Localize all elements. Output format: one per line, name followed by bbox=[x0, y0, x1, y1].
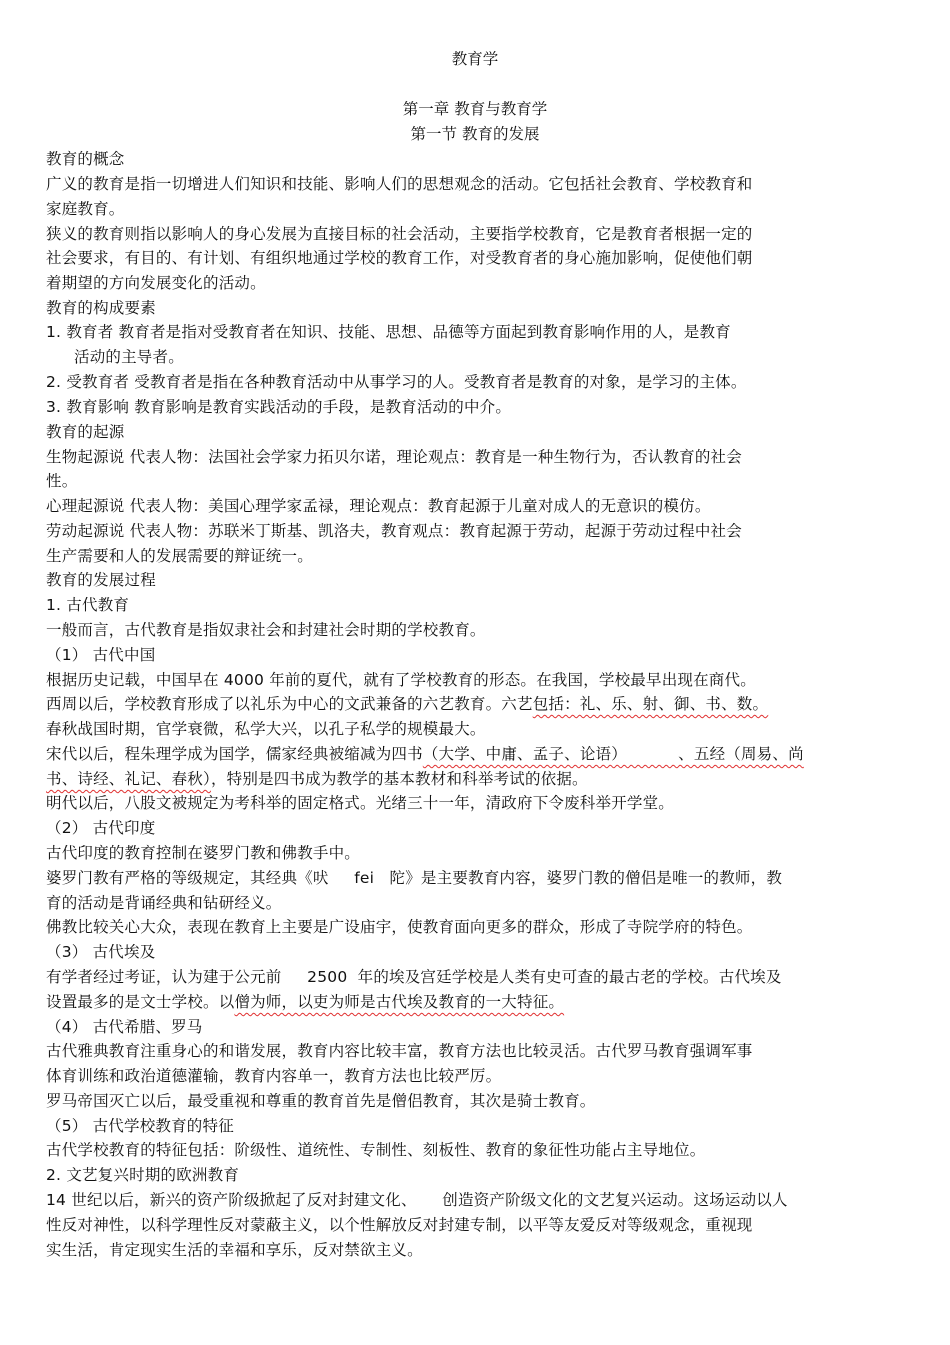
paragraph-line: 婆罗门教有严格的等级规定，其经典《吠 fei 陀》是主要教育内容，婆罗门教的僧侣是唯一的教师，教 bbox=[46, 869, 783, 887]
document-title: 教育学 bbox=[451, 50, 499, 68]
paragraph-line bbox=[46, 992, 564, 1012]
paragraph-line: 社会要求，有目的、有计划、有组织地通过学校的教育工作，对受教育者的身心施加影响，促使他们朝 bbox=[46, 249, 753, 267]
paragraph-line: 根据历史记载，中国早在 4000 年前的夏代，就有了学校教育的形态。在我国，学校最早出现在商代。 bbox=[46, 671, 756, 689]
text-segment: 西周以后，学校教育形成了以礼乐为中心的文武兼备的六艺教育。六艺 bbox=[46, 695, 533, 713]
paragraph-line: 古代学校教育的特征包括：阶级性、道统性、专制性、刻板性、教育的象征性功能占主导地位。 bbox=[46, 1141, 706, 1159]
text-segment: ，特别是四书成为教学的基本教材和科举考试的依据。 bbox=[210, 770, 588, 788]
text-segment: 设置最多的是文士学校。以 bbox=[46, 993, 235, 1011]
underlined-text: 僧为师，以吏为师是古代埃及教育的一大特征。 bbox=[234, 993, 565, 1011]
text-segment: 宋代以后，程朱理学成为国学，儒家经典被缩减为四书 bbox=[46, 745, 423, 763]
paragraph-line bbox=[46, 769, 588, 789]
chapter-heading: 第一章 教育与教育学 bbox=[402, 100, 548, 118]
list-item: 3. 教育影响 教育影响是教育实践活动的手段，是教育活动的中介。 bbox=[46, 398, 512, 416]
subheading-ancient: 1. 古代教育 bbox=[46, 596, 130, 614]
paragraph-line: 体育训练和政治道德灌输，教育内容单一，教育方法也比较严厉。 bbox=[46, 1067, 502, 1085]
paragraph-line: 性。 bbox=[46, 472, 78, 490]
subheading-china: （1） 古代中国 bbox=[46, 646, 156, 664]
heading-elements: 教育的构成要素 bbox=[46, 299, 156, 317]
underlined-text: 书、诗经、礼记、春秋） bbox=[46, 770, 211, 788]
subheading-greece-rome: （4） 古代希腊、罗马 bbox=[46, 1018, 203, 1036]
section-heading: 第一节 教育的发展 bbox=[410, 125, 540, 143]
paragraph-line: 狭义的教育则指以影响人的身心发展为直接目标的社会活动，主要指学校教育，它是教育者根据一定的 bbox=[46, 225, 753, 243]
paragraph-line: 性反对神性，以科学理性反对蒙蔽主义，以个性解放反对封建专制，以平等友爱反对等级观念，重视现 bbox=[46, 1216, 753, 1234]
heading-concept: 教育的概念 bbox=[46, 150, 125, 168]
list-item-continuation: 活动的主导者。 bbox=[74, 348, 184, 366]
paragraph-line: 心理起源说 代表人物：美国心理学家孟禄，理论观点：教育起源于儿童对成人的无意识的模仿。 bbox=[46, 497, 711, 515]
paragraph-line: 生物起源说 代表人物：法国社会学家力拓贝尔诺，理论观点：教育是一种生物行为，否认教育的社会 bbox=[46, 448, 742, 466]
paragraph-line: 劳动起源说 代表人物：苏联米丁斯基、凯洛夫，教育观点：教育起源于劳动，起源于劳动过程中社会 bbox=[46, 522, 742, 540]
paragraph-line: 家庭教育。 bbox=[46, 200, 125, 218]
paragraph-line: 广义的教育是指一切增进人们知识和技能、影响人们的思想观念的活动。它包括社会教育、学校教育和 bbox=[46, 175, 753, 193]
heading-origin: 教育的起源 bbox=[46, 423, 125, 441]
underlined-text: 包括：礼、乐、射、御、书、数。 bbox=[532, 695, 769, 713]
paragraph-line: 实生活，肯定现实生活的幸福和享乐，反对禁欲主义。 bbox=[46, 1241, 423, 1259]
paragraph-line bbox=[46, 694, 768, 714]
paragraph-line: 古代印度的教育控制在婆罗门教和佛教手中。 bbox=[46, 844, 361, 862]
paragraph-line: 佛教比较关心大众，表现在教育上主要是广设庙宇，使教育面向更多的群众，形成了寺院学府的特色。 bbox=[46, 918, 753, 936]
subheading-egypt: （3） 古代埃及 bbox=[46, 943, 156, 961]
list-item: 2. 受教育者 受教育者是指在各种教育活动中从事学习的人。受教育者是教育的对象，是学习的主体。 bbox=[46, 373, 747, 391]
paragraph-line: 着期望的方向发展变化的活动。 bbox=[46, 274, 266, 292]
subheading-features: （5） 古代学校教育的特征 bbox=[46, 1117, 234, 1135]
list-item: 1. 教育者 教育者是指对受教育者在知识、技能、思想、品德等方面起到教育影响作用的人，是教育 bbox=[46, 323, 731, 341]
paragraph-line: 生产需要和人的发展需要的辩证统一。 bbox=[46, 547, 313, 565]
paragraph-line: 明代以后，八股文被规定为考科举的固定格式。光绪三十一年，清政府下令废科举开学堂。 bbox=[46, 794, 675, 812]
subheading-renaissance: 2. 文艺复兴时期的欧洲教育 bbox=[46, 1166, 240, 1184]
paragraph-line bbox=[46, 744, 804, 764]
paragraph-line: 罗马帝国灭亡以后，最受重视和尊重的教育首先是僧侣教育，其次是骑士教育。 bbox=[46, 1092, 596, 1110]
paragraph-line: 育的活动是背诵经典和钻研经义。 bbox=[46, 894, 282, 912]
paragraph-line: 有学者经过考证，认为建于公元前 2500 年的埃及宫廷学校是人类有史可查的最古老的学校。古代埃及 bbox=[46, 968, 782, 986]
subheading-india: （2） 古代印度 bbox=[46, 819, 156, 837]
heading-development: 教育的发展过程 bbox=[46, 571, 156, 589]
paragraph-line: 春秋战国时期，官学衰微，私学大兴，以孔子私学的规模最大。 bbox=[46, 720, 486, 738]
paragraph-line: 古代雅典教育注重身心的和谐发展，教育内容比较丰富，教育方法也比较灵活。古代罗马教育强调军事 bbox=[46, 1042, 753, 1060]
paragraph-line: 14 世纪以后，新兴的资产阶级掀起了反对封建文化、 创造资产阶级文化的文艺复兴运动。这场运动以人 bbox=[46, 1191, 788, 1209]
paragraph-line: 一般而言，古代教育是指奴隶社会和封建社会时期的学校教育。 bbox=[46, 621, 486, 639]
underlined-text: （大学、中庸、孟子、论语） 、五经（周易、尚 bbox=[422, 745, 804, 763]
